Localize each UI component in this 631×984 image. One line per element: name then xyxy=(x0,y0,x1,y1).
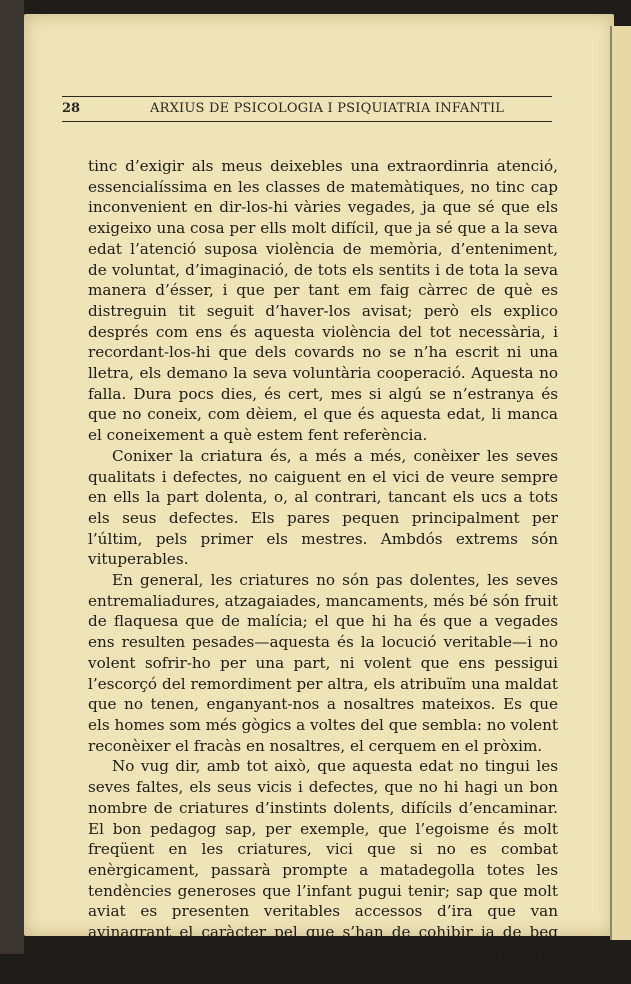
paragraph: No vug dir, amb tot això, que aquesta edat no tingui les seves faltes, els seus vicis i defectes, que no hi hagi un bon nombre de criatures d’instints dolents, difícils d’encaminar. El bon pedagog sap, per exemple, que l’egoisme és molt freqüent en les criatures, vici que si no es combat enèrgicament, passarà prompte a matadegolla totes les tendències generoses que l’infant pugui tenir; sap que molt aviat es presenten veritables accessos d’ira que van avinagrant el caràcter pel que s’han de cohibir ja de beg principi i no excitar, com fan pares tan tontos que es diverteixen—trista xyxy=(88,757,558,983)
running-title: ARXIUS DE PSICOLOGIA I PSIQUIATRIA INFANTIL xyxy=(150,101,505,116)
page-number: 28 xyxy=(62,101,81,116)
paragraph: Conixer la criatura és, a més a més, conèixer les seves qualitats i defectes, no caiguent en el vici de veure sempre en ells la part dolenta, o, al contrari, tancant els ucs a tots els seus defectes. Els pares pequen principalment per l’últim, pels primer els mestres. Ambdós extrems són vituperables. xyxy=(88,446,558,569)
scan-left-edge xyxy=(0,0,24,954)
running-header xyxy=(62,96,552,122)
paragraph: tinc d’exigir als meus deixebles una extraordinria atenció, essencialíssima en les classes de matemàtiques, no tinc cap inconvenient en dir-los-hi vàries vegades, ja que sé que els exigeixo una cosa per ells molt difícil, que ja sé que a la seva edat l’atenció suposa violència de memòria, d’enteniment, de voluntat, d’imaginació, de tots els sentits i de tota la seva manera d’ésser, i que per tant em faig càrrec de què es distreguin tit seguit d’haver-los avisat; però els explico després com ens és aquesta violència del tot necessària, i recordant-los-hi que dels covards no se n’ha escrit ni una lletra, els demano la seva voluntària cooperació. Aquesta no falla. Dura pocs dies, és cert, mes si algú se n’estranya és que no coneix, com dèiem, el que és aquesta edat, li manca el coneixement a què estem fent referència. xyxy=(88,157,558,445)
paragraph: En general, les criatures no són pas dolentes, les seves entremaliadures, atzagaiades, mancaments, més bé són fruit de flaquesa que de malícia; el que hi ha és que a vegades ens resulten pesades—aquesta és la locució veritable—i no volent sofrir-ho per una part, ni volent que ens pessigui l’escorçó del remordiment per altra, els atribuïm una maldat que no tenen, enganyant-nos a nosaltres mateixos. Es que els homes som més gògics a voltes del que sembla: no volent reconèixer el fracàs en nosaltres, el cerquem en el pròxim. xyxy=(88,571,559,755)
facing-page-edge xyxy=(610,26,631,940)
body-text xyxy=(88,156,558,984)
